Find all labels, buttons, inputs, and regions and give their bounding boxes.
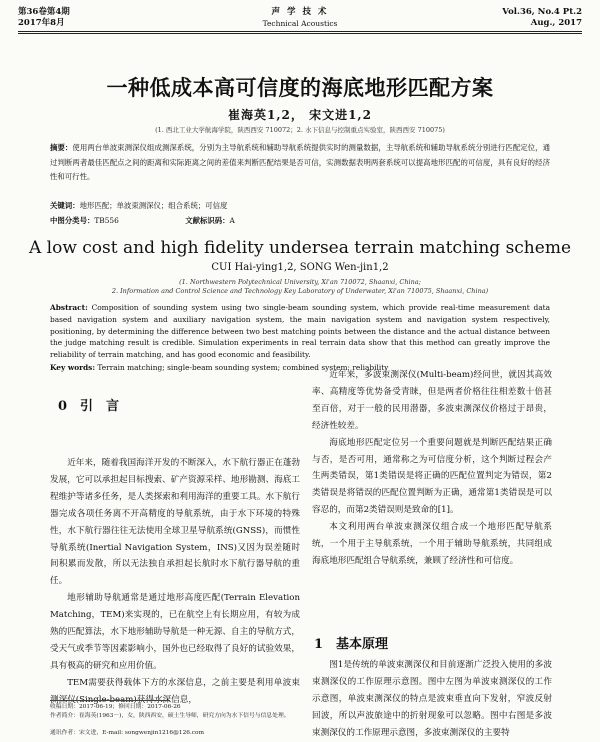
header-journal-en: Technical Acoustics	[262, 19, 338, 28]
keywords-cn	[50, 200, 550, 211]
page-title-en: A low cost and high fidelity undersea terrain matching scheme	[28, 238, 572, 258]
header-rule	[18, 31, 582, 32]
section-heading-introduction: 0 引 言	[58, 399, 120, 414]
affiliations-cn: (1. 西北工业大学航海学院，陕西西安 710072；2. 水下信息与控制重点实验室，陕西西安 710075)	[155, 126, 445, 134]
keywords-cn-text: 地形匹配；单波束测深仪；组合系统；可信度	[79, 201, 228, 210]
doc-code-label: 文献标识码：	[185, 216, 230, 225]
right-paragraph: 近年来，多波束测深仪(Multi-beam)经问世，就因其高效率、高精度等优势备受青睐，但是两者价格往往相差数十倍甚至百倍，对于一般的民用潜器，多波束测深仪价格过于昂贵，经济性较差。	[312, 370, 552, 431]
doc-code	[185, 216, 267, 225]
authors-cn: 崔海英1,2， 宋文进1,2	[228, 108, 372, 122]
left-column	[50, 455, 300, 709]
abstract-cn-text: 使用两台单波束测深仪组成测深系统，分别为主导航系统和辅助导航系统提供实时的测量数据，主导航系统和辅助导航系统分别进行匹配定位，通过判断两者最佳匹配点之间的距离和实际距离之间的差值来判断匹配结果是否可信，实测数据表明两套系统可以提高地形匹配的可信度，具有良好的经济性和可行性。	[50, 143, 550, 181]
clc-value: TB556	[94, 216, 119, 225]
section-heading-principle: 1 基本原理	[314, 637, 389, 652]
affiliation-en-1: (1. Northwestern Polytechnical University, Xi'an 710072, Shaanxi, China;	[179, 278, 421, 286]
right-paragraph: 海底地形匹配定位另一个重要问题就是判断匹配结果正确与否，是否可用，通常称之为可信度分析，这个判断过程会产生两类错误，第1类错误是将正确的匹配位置判定为错误，第2类错误是将错误的匹配位置判断为正确，通常第1类错误是可以容忍的，而第2类错误则是致命的[1]。	[312, 437, 552, 516]
section1-body	[312, 657, 552, 742]
header-journal-cn: 声 学 技 术	[271, 7, 329, 17]
affiliation-en-2: 2. Information and Control Science and Technology Key Laboratory of Underwater, Xi'an 710075, Shaanxi, China)	[111, 287, 489, 295]
keywords-cn-label: 关键词：	[50, 201, 80, 210]
footnote-rule	[50, 700, 170, 701]
abstract-en-text: Composition of sounding system using two single-beam sounding system, which provide real-time measurement data based navigation system and auxiliary navigation system, the main navigation system and navigation system respectively, positioning, by determining the difference between two best matching points between the distance and the actual distance between the judge matching result is credible. Simulation experiments in real terrain data show that this method can greatly improve the reliability of terrain matching, and has good economic and feasibility.	[50, 303, 550, 360]
page-title-cn: 一种低成本高可信度的海底地形匹配方案	[106, 75, 494, 100]
clc-label: 中图分类号：	[50, 216, 95, 225]
abstract-cn-label: 摘要：	[50, 143, 73, 152]
header-issue-right: Vol.36, No.4 Pt.2	[502, 7, 582, 17]
intro-paragraph: 地形辅助导航通常是通过地形高度匹配(Terrain Elevation Matching，TEM)来实现的，已在航空上有长期应用，有较为成熟的匹配算法，水下地形辅助导航是一种无源、自主的导航方式，受天气或季节等因素影响小，国外也已经取得了良好的试验效果，具有极高的研究和应用价值。	[50, 593, 300, 671]
doc-code-value: A	[229, 216, 235, 225]
abstract-en	[50, 302, 550, 361]
authors-en: CUI Hai-ying1,2, SONG Wen-jin1,2	[211, 262, 389, 273]
clc-code	[50, 216, 151, 225]
intro-paragraph: TEM需要获得载体下方的水深信息，之前主要是利用单波束测深仪(Single-beam)获得水深信息，	[50, 677, 300, 705]
footnote-received: 收稿日期：2017-06-19；修回日期：2017-06-26	[50, 704, 181, 710]
header-date-left: 2017年8月	[18, 18, 65, 28]
footnote-corresponding: 通讯作者：宋文进，E-mail: songwenjin1216@126.com	[50, 730, 205, 736]
principle-paragraph: 图1是传统的单波束测深仪和目前逐渐广泛投入使用的多波束测深仪的工作原理示意图。图中左图为单波束测深仪的工作示意图，单波束测深仪的特点是波束垂直向下发射，窄波反射回波，所以声波旅途中的折射现象可以忽略。图中右图是多波束测深仪的工作原理示意图，多波束测深仪的主要特	[312, 660, 552, 738]
classification-line	[50, 215, 299, 226]
keywords-en-text: Terrain matching; single-beam sounding system; combined system; reliability	[95, 363, 389, 372]
header-date-right: Aug., 2017	[530, 18, 582, 28]
abstract-cn	[50, 141, 550, 185]
header-issue-left: 第36卷第4期	[18, 7, 70, 17]
footnote-author: 作者简介：崔海英(1963－)，女，陕西西安，硕士生导师，研究方向为水下信号与信息处理。	[50, 713, 290, 719]
intro-paragraph: 近年来，随着我国海洋开发的不断深入，水下航行器正在蓬勃发展，它可以承担起目标搜索、矿产资源采样、地形勘测、海底工程维护等诸多任务，是人类探索和利用海洋的重要工具。水下航行器完成各项任务离不开高精度的导航系统，由于水下环境的特殊性，水下航行器往往无法使用全球卫星导航系统(GNSS)，而惯性导航系统(Inertial Navigation System，INS)又因为误差随时间积累而发散，所以无法独自承担起长航时水下航行器导航的重任。	[50, 458, 300, 587]
keywords-en-label: Key words:	[50, 363, 96, 372]
right-column	[312, 367, 552, 570]
abstract-en-label: Abstract:	[50, 303, 88, 312]
header-rule-double	[18, 33, 582, 34]
right-paragraph: 本文利用两台单波束测深仪组合成一个地形匹配导航系统，一个用于主导航系统，一个用于辅助导航系统，共同组成海底地形匹配组合导航系统，兼顾了经济性和可信度。	[312, 522, 552, 566]
